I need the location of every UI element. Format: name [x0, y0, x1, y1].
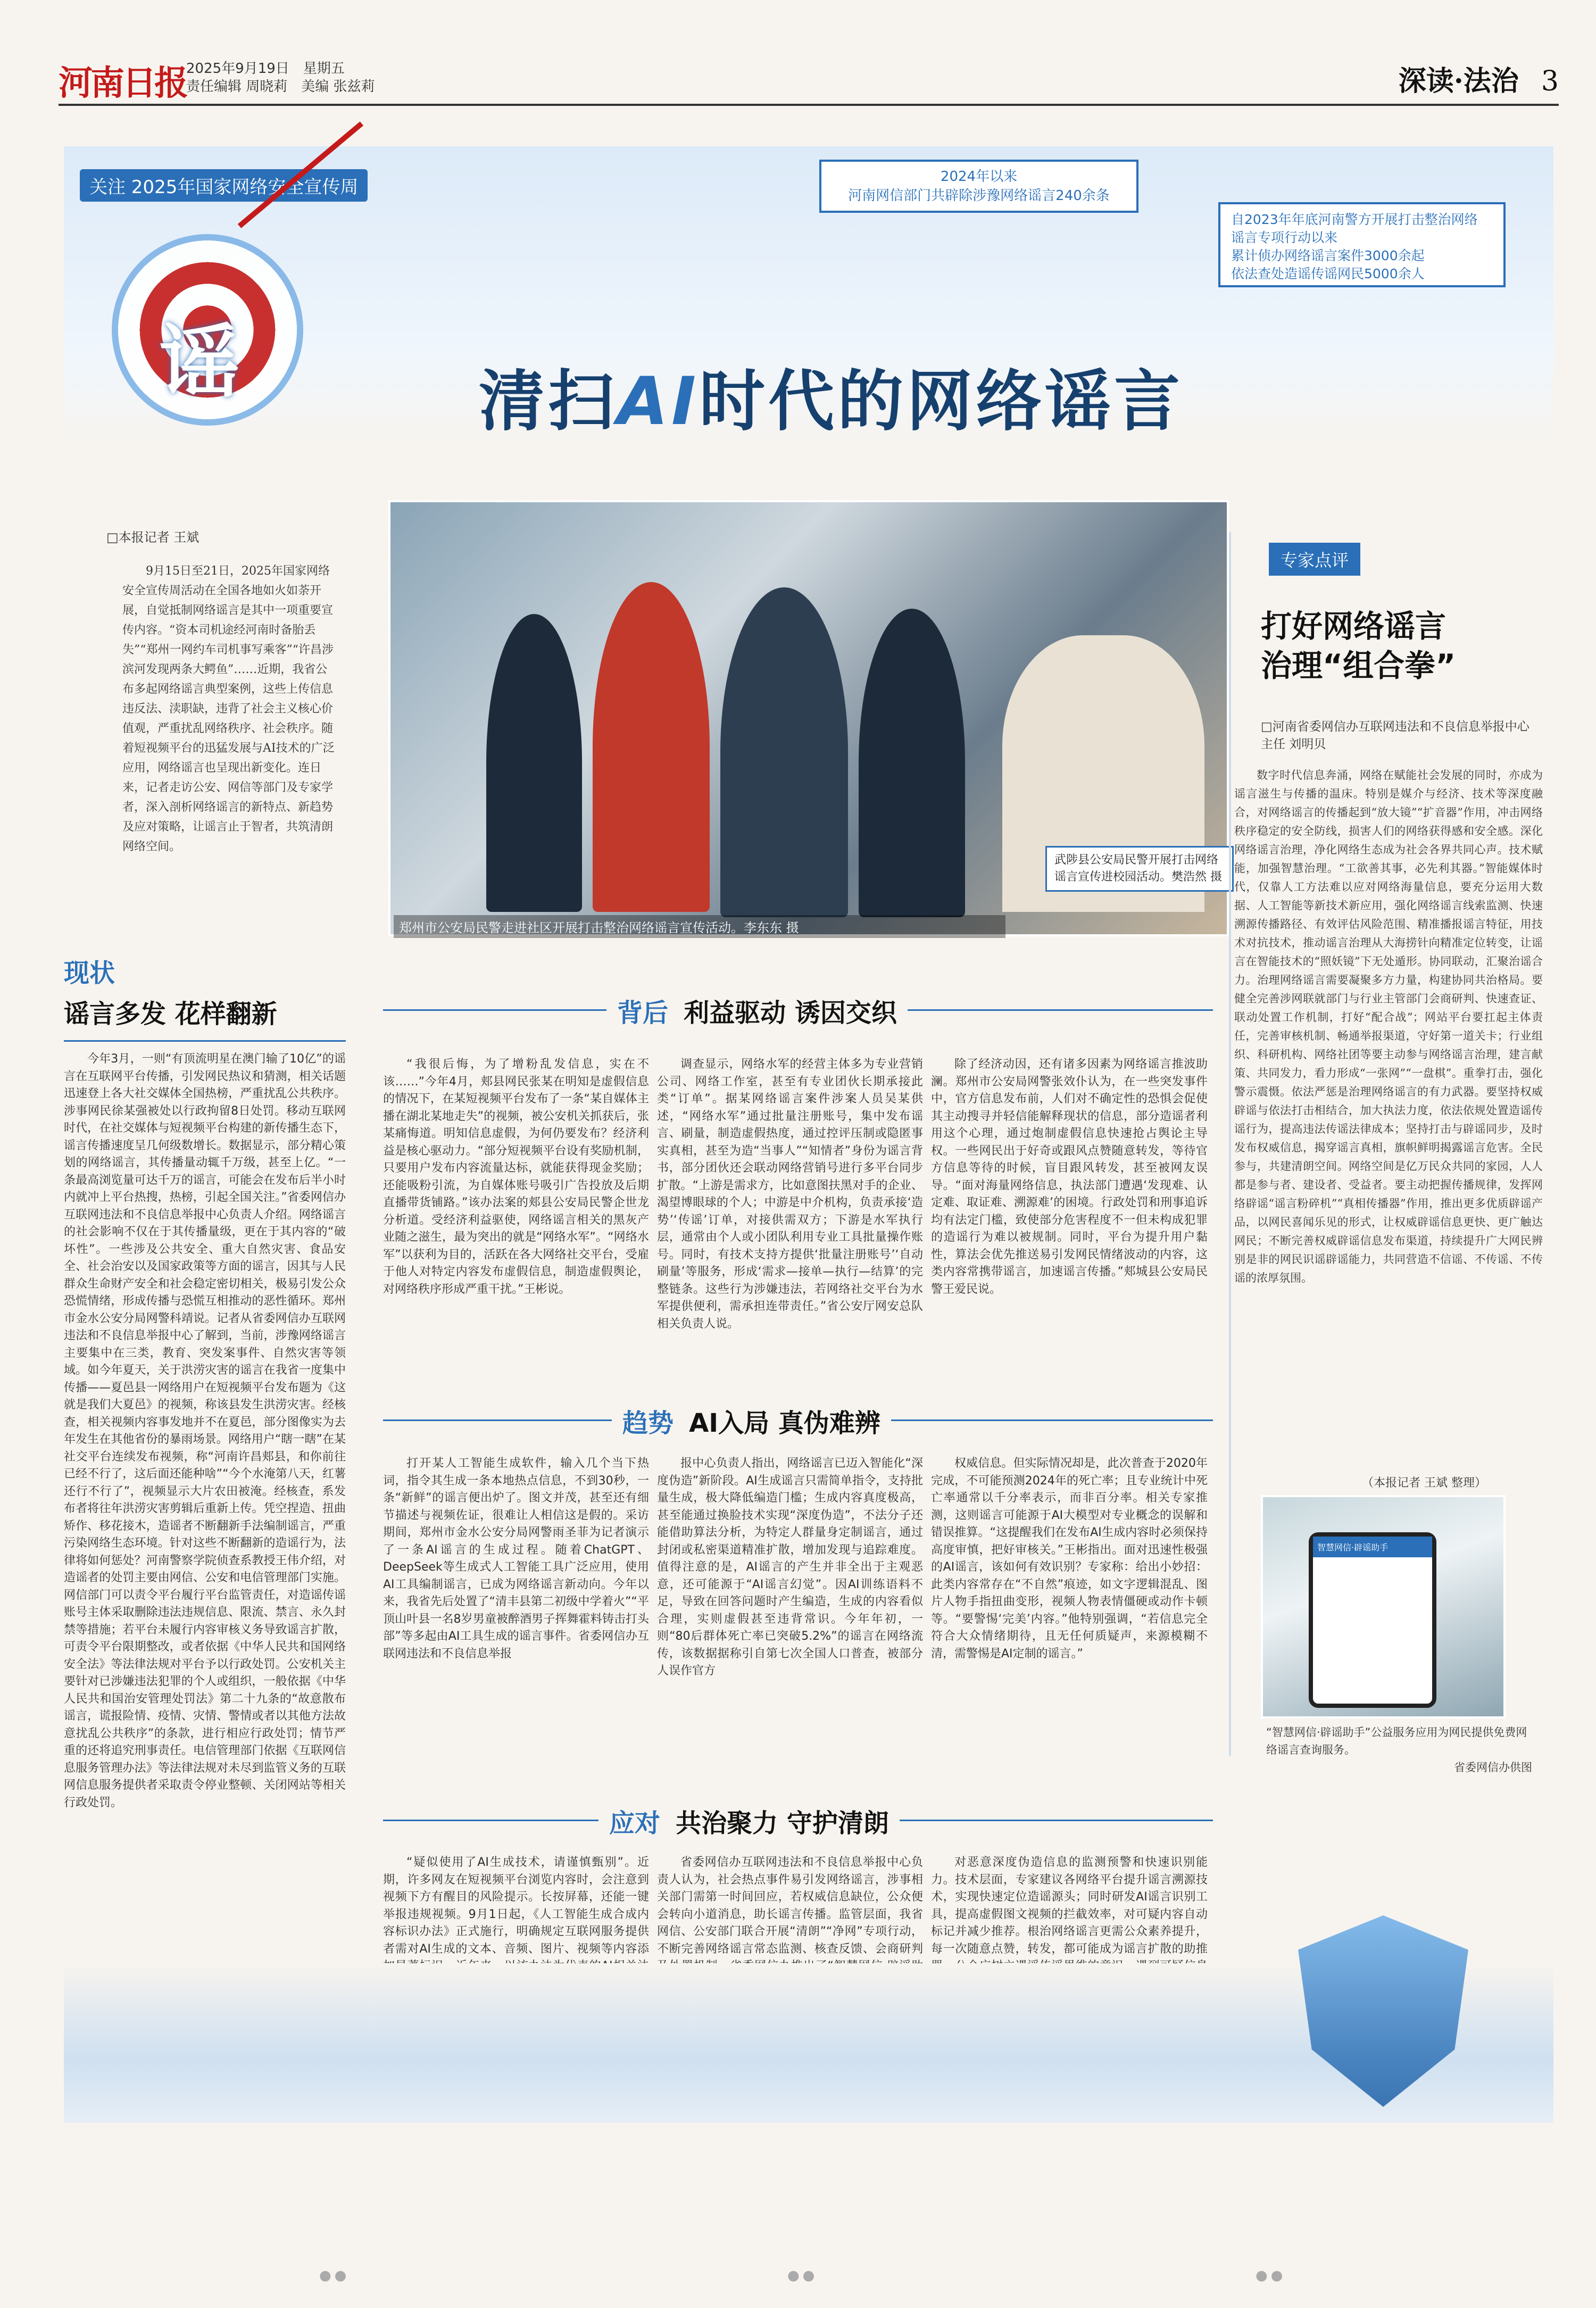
- page-dots-icon: ●●: [787, 2268, 818, 2284]
- headline-part: 时代的网络谣言: [699, 363, 1184, 440]
- newspaper-logo: 河南日报: [59, 63, 186, 103]
- section-header-response: [598, 1803, 900, 1839]
- page-dots-icon: ●●: [319, 2268, 350, 2284]
- expert-title-line: 打好网络谣言: [1261, 608, 1447, 644]
- person-figure: [859, 609, 965, 917]
- column-trend-2: 报中心负责人指出，网络谣言已迈入智能化“深度伪造”新阶段。AI生成谣言只需简单指令，支持批量生成，极大降低编造门槛；生成内容真度极高，甚至能通过换脸技术实现“深度伪造”，不法分子还能借助算法分析，为特定人群量身定制谣言，通过封闭或私密渠道精准扩散，增加发现与追踪难度。值得注意的是，AI谣言的产生并非全出于主观恶意，还可能源于“AI谣言幻觉”。因AI训练语料不足，导致在回答问题时产生编造，生成的内容看似合理，实则虚假甚至违背常识。今年年初，一则“80后群体死亡率已突破5.2%”的谣言在网络流传，该数据据称引自第七次全国人口普查，被部分人误作官方: [657, 1457, 923, 1678]
- phone-caption-text: “智慧网信·辟谣助手”公益服务应用为网民提供免费网络谣言查询服务。: [1266, 1726, 1527, 1756]
- column-response-1: “疑似使用了AI生成技术，请谨慎甄别”。近期，许多网友在短视频平台浏览内容时，会注意到视频下方有醒目的风险提示。长按屏幕，还能一键举报违规视频。9月1日起，《人工智能生成合成内容标识办法》正式施行，明确规定互联网服务提供者需对AI生成的文本、音频、图片、视频等内容添: [383, 1856, 649, 1956]
- column-behind-2: 调查显示，网络水军的经营主体多为专业营销公司、网络工作室，甚至有专业团伙长期承接此类“订单”。据某网络谣言案件涉案人员吴某供述，“网络水军”通过批量注册账号，集中发布谣言、刷量，制造虚假热度，通过控评压制或隐匿事实真相，甚至为造“当事人”“知情者”身份为谣言背书，部分团伙还会联动网络营销号进行多平台同步扩散。“上游是需求方，比如意图扶黑对手的企业、渴望博眼球的个人；中游是中介机构，负责承接‘造势’‘传谣’订单，对接供需双方；下游是水军执行层，通常由个人或小团队利用专业工具批量操作账号。同时，有技术支持方提供‘批量注册账号’‘自动刷量’等服务，形成‘需求—接单—执行—结算’的完整链条。这些行为涉嫌违法，若网络社交平台为水军提供便利，需承担连带责任。”省公安厅网安总队相关负责人说。: [657, 1058, 923, 1331]
- phone-screen: [1309, 1532, 1436, 1708]
- page-headline: [479, 348, 1183, 443]
- section-header-trend: [612, 1402, 891, 1439]
- masthead-divider: [59, 104, 1559, 106]
- stat2-line: 自2023年年底河南警方开展打击整治网络: [1231, 212, 1478, 227]
- phone-photo-credit: 省委网信办供图: [1454, 1761, 1532, 1774]
- article-byline: □本报记者 王斌: [106, 530, 200, 545]
- section-subtitle: 谣言多发 花样翻新: [64, 999, 277, 1029]
- person-figure: [486, 614, 582, 912]
- expert-signoff: （本报记者 王斌 整理）: [1362, 1476, 1486, 1490]
- expert-body: 数字时代信息奔涌，网络在赋能社会发展的同时，亦成为谣言滋生与传播的温床。特别是媒介与经济、技术等深度融合，对网络谣言的传播起到“放大镜”“扩音器”作用，冲击网络秩序稳定的安全防线，损害人们的网络获得感和安全感。深化网络谣言治理，净化网络生态成为社会各界共同心声。技术赋能，加强智慧治理。“工欲善其事，必先利其器。”智能媒体时代，仅靠人工方法难以应对网络海量信息，要充分运用大数据、人工智能等新技术新应用，强化网络谣言线索监测、快速溯源传播路径、有效评估风险范围、精准播报谣言特征，用技术对抗技术，推动谣言治理从大海捞针向精准定位转变，让谣言在智能技术的“照妖镜”下无处遁形。协同联动，汇聚治谣合力。治理网络谣言需要凝聚多方力量，构建协同共治格局。要健全完善涉网联就部门与行业主管部门会商研判、快速查证、联动处置工作机制，打好“配合战”；网站平台要扛起主体责任，完善审核机制、畅通举报渠道，守好第一道关卡；行业组织、科研机构、网络社团等要主动参与网络谣言治理，建言献策、共同发力，看力形成“一张网”“一盘棋”。重拳打击，强化警示震慑。依法严惩是治理网络谣言的有力武器。要坚持权威辟谣与依法打击相结合，加大执法力度，依法依规处置造谣传谣行为，提高违法传谣法律成本；坚持打击与辟谣同步，及时发布权威信息，揭穿谣言真相，旗帜鲜明揭露谣言危害。全民参与，共建清朗空间。网络空间是亿万民众共同的家园，人人都是参与者、建设者、受益者。要主动把握传播规律，发挥网络辟谣“谣言粉碎机”“真相传播器”作用，推出更多优质辟谣产品，以网民喜闻乐见的形式，让权威辟谣信息更快、更广触达网民；不断完善权威辟谣信息发布渠道，持续提升广大网民辨别是非的网民识谣辟谣能力，共同营造不信谣、不传谣、不传谣的浓厚氛围。: [1234, 769, 1543, 1284]
- section-divider: [64, 1040, 346, 1042]
- section-label: 应对: [609, 1808, 661, 1838]
- column-status: 今年3月，一则“有顶流明星在澳门输了10亿”的谣言在互联网平台传播，引发网民热议和猜测，相关话题迅速登上各大社交媒体全国热榜，严重扰乱公共秩序。涉事网民徐某强被处以行政拘留8日处罚。移动互联网时代，在社交媒体与短视频平台构建的新传播生态下，谣言传播速度呈几何级数增长。数据显示，部分精心策划的网络谣言，其传播量动辄千万级，甚至上亿。“一条最高浏览量可达千万的谣言，可能会在发布后半小时内就冲上平台热搜，热榜，引起全国关注。”省委网信办互联网违法和不良信息举报中心负责人介绍。网络谣言的社会影响不仅在于其传播量级，更在于其内容的“破坏性”。一些涉及公共安全、重大自然灾害、食品安全、社会治安以及国家政策等方面的谣言，因其与人民群众生命财产安全和社会稳定密切相关，极易引发公众恐慌情绪，形成传播与恐慌互相推动的恶性循环。郑州市金水公安分局网警科靖说。记者从省委网信办互联网违法和不良信息举报中心了解到，当前，涉豫网络谣言主要集中在三类，教育、突发案事件、自然灾害等领域。如今年夏天，关于洪涝灾害的谣言在我省一度集中传播——夏邑县一网络用户在短视频平台发布题为《这就是我们大夏邑》的视频，称该县发生洪涝灾害。经核查，相关视频内容事发地并不在夏邑，部分图像实为去年发生在其他省份的暴雨场景。网络用户“瞎一瞎”在某社交平台连续发布视频，称“河南许昌郏县，和你前往已经不行了，这后面还能种啥”“今个水淹第八天，红薯还行不行了”，视频显示大片农田被淹。经核查，系发布者将往年洪涝灾害剪辑后重新上传。凭空捏造、扭曲矫作、移花接木，造谣者不断翻新手法编制谣言，严重污染网络生态环境。针对这些不断翻新的造谣行为，法律将如何惩处？河南警察学院侦查系教授王伟介绍，对造谣者的处罚主要由网信、公安和电信管理部门实施。网信部门可以责令平台履行平台监管责任，对造谣传谣账号主体采取删除违法违规信息、限流、禁言、永久封禁等措施；若平台未履行内容审核义务导致谣言扩散，可责令平台限期整改，或者依据《中华人民共和国网络安全法》等法律法规对平台予以行政处罚。公安机关主要针对已涉嫌违法犯罪的个人或组织，一般依据《中华人民共和国治安管理处罚法》第二十九条的“故意散布谣言，谎报险情、疫情、灾情、警情或者以其他方法故意扰乱公共秩序”的条款，进行相应行政处罚；情节严重的还将追究刑事责任。电信管理部门依据《互联网信息服务管理办法》等法律法规对未尽到监管义务的互联网信息服务提供者采取责令停业整顿、关闭网站等相关行政处罚。: [64, 1052, 346, 1809]
- phone-app-title: 智慧网信·辟谣助手: [1313, 1537, 1432, 1557]
- photo-inset-caption: 武陟县公安局民警开展打击网络谣言宣传进校园活动。樊浩然 摄: [1045, 846, 1234, 892]
- stat2-line: 累计侦办网络谣言案件3000余起: [1231, 248, 1425, 263]
- campaign-tag: 关注 2025年国家网络安全宣传周: [80, 169, 368, 202]
- expert-tag: 专家点评: [1269, 543, 1360, 576]
- expert-title: [1261, 607, 1537, 685]
- column-trend-1: 打开某人工智能生成软件，输入几个当下热词，指令其生成一条本地热点信息，不到30秒，一条“新鲜”的谣言便出炉了。图文并茂，甚至还有细节描述与视频佐证，很难让人相信这是假的。采访期间，郑州市金水公安分局网警雨圣菲为记者演示了一条AI谣言的生成过程。随着ChatGPT、DeepSeek等生成式人工智能工具广泛应用，使用AI工具编制谣言，已成为网络谣言新动向。今年以来，我省先后处置了“清丰县第二初级中学着火”“平顶山叶县一名8岁男童被醉酒男子挥舞霍料铸击打头部”等多起由AI工具生成的谣言事件。省委网信办互联网违法和不良信息举报: [383, 1457, 649, 1661]
- section-name: 深读·法治: [1398, 65, 1519, 97]
- page-number: 3: [1541, 65, 1559, 97]
- rumor-glyph: 谣: [160, 317, 240, 409]
- expert-byline: □河南省委网信办互联网违法和不良信息举报中心主任 刘明贝: [1261, 720, 1530, 751]
- issue-date: 2025年9月19日 星期五: [186, 61, 345, 77]
- expert-title-line: 治理“组合拳”: [1261, 647, 1456, 684]
- stat1-line: 河南网信部门共辟除涉豫网络谣言240余条: [848, 188, 1110, 204]
- phone-caption: [1266, 1724, 1532, 1776]
- column-divider: [1229, 532, 1231, 1756]
- section-title: [1399, 59, 1559, 98]
- section-label: 背后: [617, 998, 669, 1028]
- section-subtitle: 共治聚力 守护清朗: [676, 1808, 889, 1838]
- column-response-2: 省委网信办互联网违法和不良信息举报中心负责人认为，社会热点事件易引发网络谣言，涉事相关部门需第一时间回应，若权威信息缺位，公众便会转向小道消息，助长谣言传播。监管层面，我省网信、公安部门联合开展“清朗”“净网”专项行动，不断完善网络谣言常态监测、核查反馈、会商研判: [657, 1856, 923, 1956]
- section-label: 现状: [64, 958, 115, 988]
- stat2-line: 谣言专项行动以来: [1231, 230, 1338, 245]
- masthead-meta: [186, 60, 375, 96]
- stat2-line: 依法查处造谣传谣网民5000余人: [1231, 266, 1425, 281]
- column-behind-3: 除了经济动因，还有诸多因素为网络谣言推波助澜。郑州市公安局网警张效仆认为，在一些突发事件中，官方信息发布前，人们对不确定性的恐惧会促使其主动搜寻并轻信能解释现状的信息，部分造谣者利用这个心理，通过炮制虚假信息快速抢占舆论主导权。一些网民出于好奇或跟风点赞随意转发，等待官方信息等待的时候，盲目跟风转发，甚至被网友误导。“面对海量网络信息，执法部门遭遇‘发现难、认定难、取证难、溯源难’的困境。行政处罚和刑事追诉均有法定门槛，致使部分危害程度不一但未构成犯罪的造谣行为难以被规制。同时，平台为提升用户黏性，算法会优先推送易引发网民情绪波动的内容，这类内容常携带谣言，加速谣言传播。”郏城县公安局民警王爱民说。: [931, 1058, 1208, 1296]
- stat-box-police-cases: [1218, 202, 1506, 287]
- headline-part: 清扫: [479, 363, 618, 440]
- stat1-line: 2024年以来: [940, 169, 1018, 185]
- headline-ai: AI: [617, 363, 700, 440]
- person-figure: [720, 587, 848, 917]
- column-response-3: 对恶意深度伪造信息的监测预警和快速识别能力。技术层面，专家建议各网络平台提升谣言溯源技术，实现快速定位造谣源头；同时研发AI谣言识别工具，提高虚假图文视频的拦截效率，对可疑内容自动标记并减少推荐。根治网络谣言更需公众素养提升，每一次随意点赞，转发，都可能成为谣言扩散的助推: [931, 1856, 1208, 1956]
- column-behind-1: “我很后悔，为了增粉乱发信息，实在不该……”今年4月，郏县网民张某在明知是虚假信息的情况下，在某短视频平台发布了一条“某自媒体主播在湖北某地走失”的视频，被公安机关抓获后，张某痛悔道。明知信息虚假，为何仍要发布？经济利益是核心驱动力。“部分短视频平台设有奖励机制，只要用户发布内容流量达标，就能获得现金奖励；还能吸粉引流，为自媒体账号吸引广告投放及后期直播带货铺路。”该办法案的郏县公安局民警企世龙分析道。受经济利益驱使，网络谣言相关的黑灰产业随之滋生，最为突出的就是“网络水军”。“网络水军”以获利为目的，活跃在各大网络社交平台，受雇于他人对特定内容发布虚假信息，制造虚假舆论，对网络秩序形成严重干扰。”王彬说。: [383, 1058, 649, 1296]
- article-lede: 9月15日至21日，2025年国家网络安全宣传周活动在全国各地如火如荼开展，自觉抵制网络谣言是其中一项重要宣传内容。“资本司机途经河南时备胎丢失”“郑州一网约车司机事写乘客”“许昌涉滨河发现两条大鳄鱼”……近期，我省公布多起网络谣言典型案例，这些上传信息违反法、渎职缺，违背了社会主义核心价值观，严重扰乱网络秩序、社会秩序。随着短视频平台的迅猛发展与AI技术的广泛应用，网络谣言也呈现出新变化。连日来，记者走访公安、网信等部门及专家学者，深入剖析网络谣言的新特点、新趋势及应对策略，让谣言止于智者，共筑清朗网络空间。: [122, 564, 335, 853]
- section-label: 趋势: [622, 1408, 674, 1438]
- stat-box-rumors-removed: [819, 160, 1138, 213]
- section-header-status: [64, 952, 277, 1030]
- page-dots-icon: ●●: [1256, 2268, 1286, 2284]
- section-header-behind: [606, 992, 908, 1029]
- editors-credit: 责任编辑 周晓莉 美编 张兹莉: [186, 79, 375, 95]
- column-trend-3: 权威信息。但实际情况却是，此次普查于2020年完成，不可能预测2024年的死亡率；且专业统计中死亡率通常以千分率表示，而非百分率。相关专家推测，这则谣言可能源于AI大模型对专业概念的误解和错误推算。“这提醒我们在发布AI生成内容时必须保持高度审慎，把好审核关。”王彬指出。面对迅速性极强的AI谣言，该如何有效识别？专家称：给出小妙招：此类内容常存在“不自然”痕迹，如文字逻辑混乱、图片人物手指扭曲变形，视频人物表情僵硬或动作卡顿等。“要警惕‘完美’内容。”他特别强调，“若信息完全符合大众情绪期待，且无任何质疑声，来源模糊不清，需警惕是AI定制的谣言。”: [931, 1457, 1208, 1661]
- section-subtitle: AI入局 真伪难辨: [689, 1408, 880, 1438]
- section-subtitle: 利益驱动 诱因交织: [684, 998, 897, 1028]
- person-figure: [593, 582, 710, 912]
- photo-caption: 郑州市公安局民警走进社区开展打击整治网络谣言宣传活动。李东东 摄: [394, 915, 1005, 938]
